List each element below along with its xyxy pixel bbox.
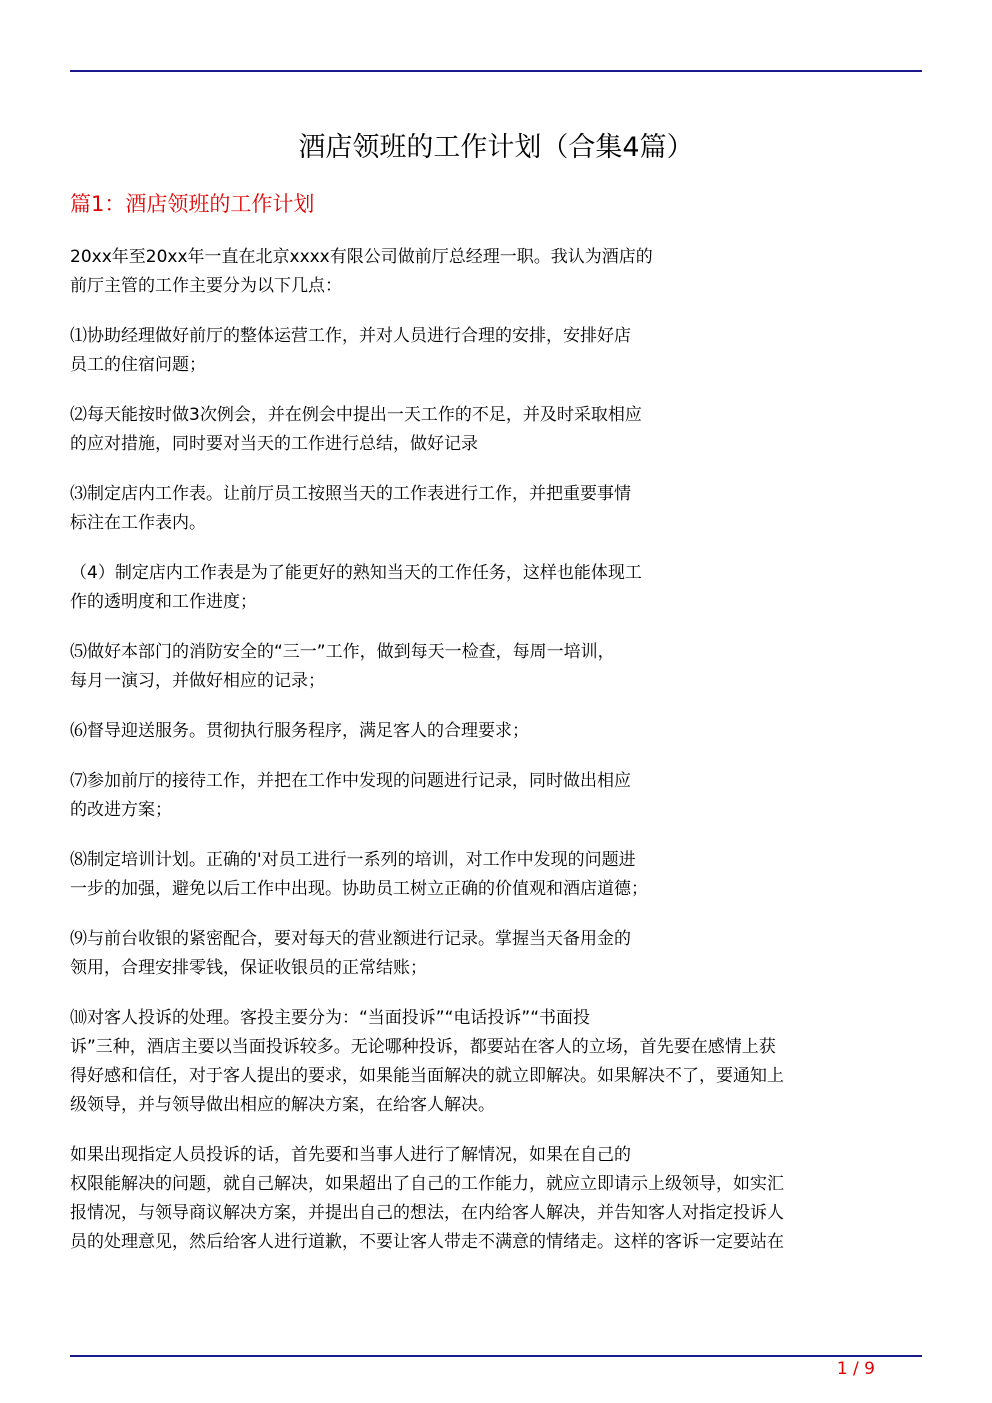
document-body [70, 243, 922, 1257]
footer-rule [70, 1355, 922, 1357]
paragraph-item-2: ⑵每天能按时做3次例会，并在例会中提出一天工作的不足，并及时采取相应 的应对措施，同时要对当天的工作进行总结，做好记录 [70, 405, 642, 454]
paragraph-item-10: ⑽对客人投诉的处理。客投主要分为：“当面投诉”“电话投诉”“书面投 诉”三种，酒店主要以当面投诉较多。无论哪种投诉，都要站在客人的立场，首先要在感情上获 得好感和信任，对于客人提出的要求，如果能当面解决的就立即解决。如果解决不了，要通知上 级领导，并与领导做出相应的解决方案，在给客人解决。 [70, 1008, 784, 1115]
paragraph-item-6: ⑹督导迎送服务。贯彻执行服务程序，满足客人的合理要求； [70, 721, 529, 741]
paragraph-item-9: ⑼与前台收银的紧密配合，要对每天的营业额进行记录。掌握当天备用金的 领用，合理安排零钱，保证收银员的正常结账； [70, 929, 631, 978]
document-title: 酒店领班的工作计划（合集4篇） [298, 132, 694, 163]
paragraph-item-8: ⑻制定培训计划。正确的'对员工进行一系列的培训，对工作中发现的问题进 一步的加强，避免以后工作中出现。协助员工树立正确的价值观和酒店道德； [70, 850, 648, 899]
paragraph-designated-complaint: 如果出现指定人员投诉的话，首先要和当事人进行了解情况，如果在自己的 权限能解决的问题，就自己解决，如果超出了自己的工作能力，就应立即请示上级领导，如实汇 报情况，与领导商议解决方案，并提出自己的想法，在内给客人解决，并告知客人对指定投诉人 员的处理意见，然后给客人进行道歉，不要让客人带走不满意的情绪走。这样的客诉一定要站在 [70, 1145, 784, 1252]
paragraph-item-5: ⑸做好本部门的消防安全的“三一”工作，做到每天一检查，每周一培训， 每月一演习，并做好相应的记录； [70, 642, 615, 691]
header-rule [70, 70, 922, 72]
paragraph-intro: 20xx年至20xx年一直在北京xxxx有限公司做前厅总经理一职。我认为酒店的 前厅主管的工作主要分为以下几点： [70, 247, 653, 296]
paragraph-item-3: ⑶制定店内工作表。让前厅员工按照当天的工作表进行工作，并把重要事情 标注在工作表内。 [70, 484, 631, 533]
section-heading: 篇1：酒店领班的工作计划 [70, 192, 315, 216]
page-number: 1 / 9 [836, 1359, 875, 1379]
paragraph-item-4: （4）制定店内工作表是为了能更好的熟知当天的工作任务，这样也能体现工 作的透明度和工作进度； [70, 563, 642, 612]
paragraph-item-7: ⑺参加前厅的接待工作，并把在工作中发现的问题进行记录，同时做出相应 的改进方案； [70, 771, 631, 820]
paragraph-item-1: ⑴协助经理做好前厅的整体运营工作，并对人员进行合理的安排，安排好店 员工的住宿问题； [70, 326, 631, 375]
